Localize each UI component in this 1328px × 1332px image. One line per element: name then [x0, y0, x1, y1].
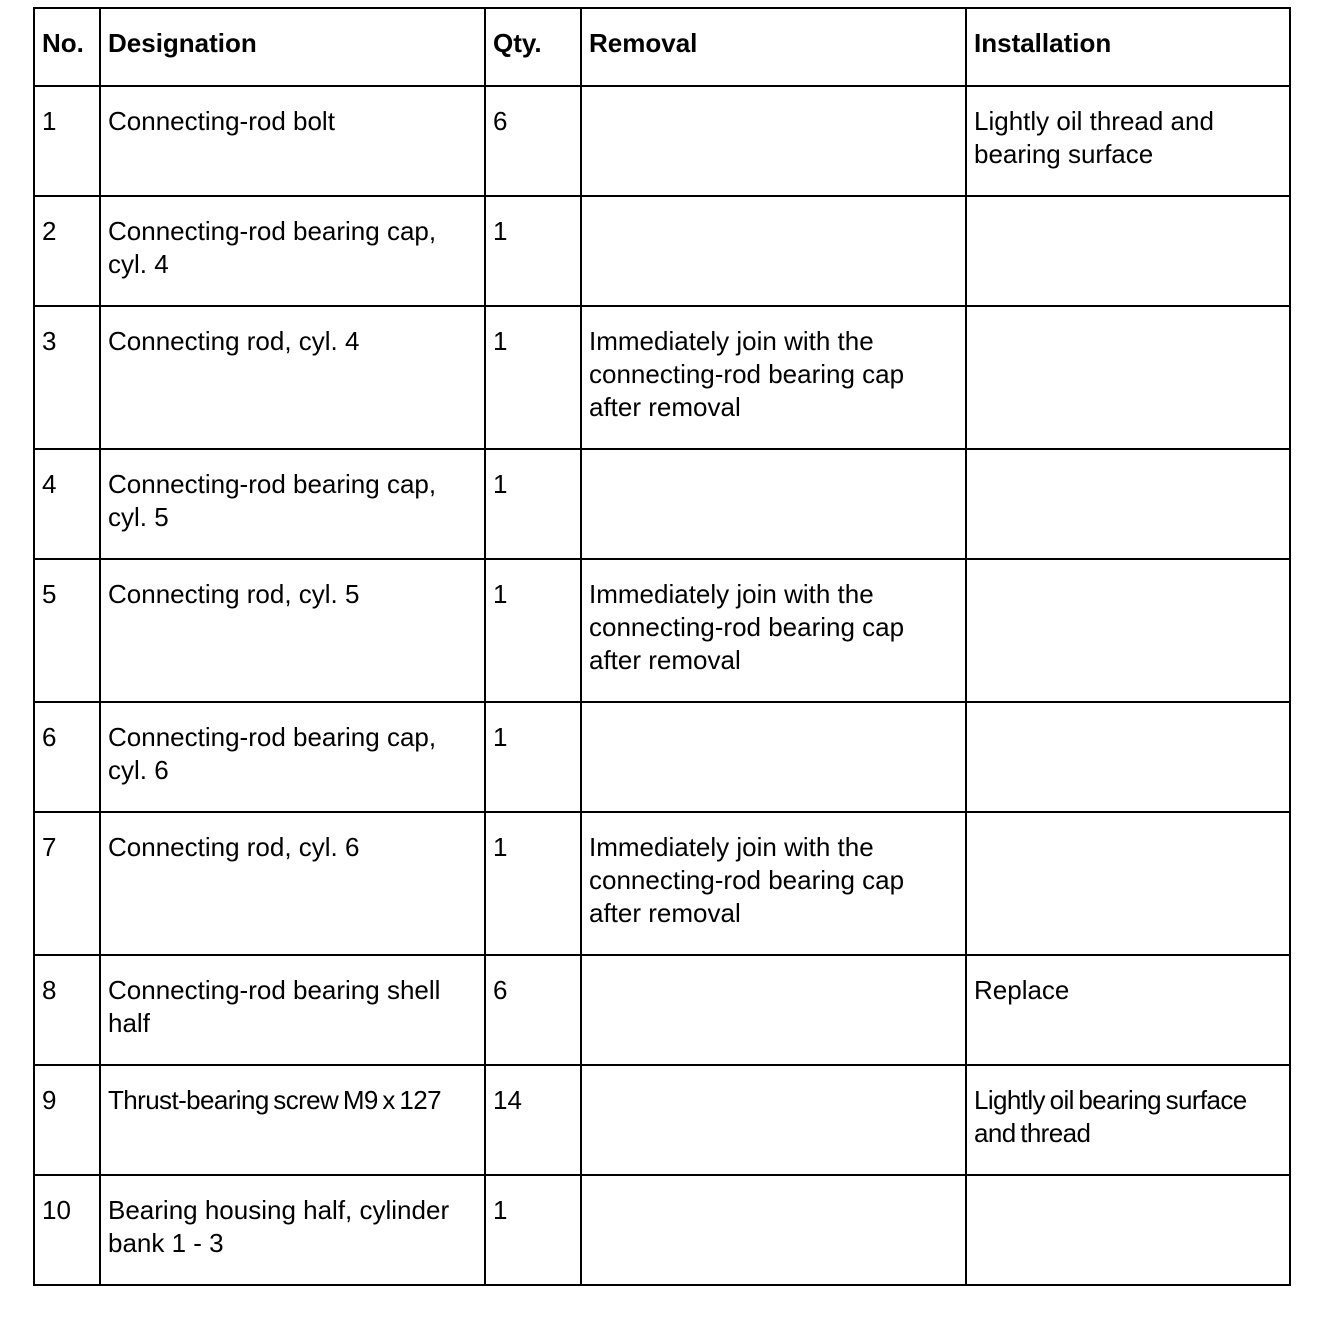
header-no: No.	[34, 8, 100, 86]
cell-removal	[581, 86, 966, 196]
table-row	[34, 86, 1290, 196]
table-row	[34, 449, 1290, 559]
table-row	[34, 559, 1290, 702]
cell-no: 1	[34, 86, 100, 196]
cell-removal	[581, 196, 966, 306]
header-qty: Qty.	[485, 8, 581, 86]
cell-removal	[581, 1065, 966, 1175]
cell-no: 5	[34, 559, 100, 702]
cell-installation	[966, 1175, 1290, 1285]
cell-removal	[581, 449, 966, 559]
header-installation: Installation	[966, 8, 1290, 86]
header-removal: Removal	[581, 8, 966, 86]
cell-qty: 1	[485, 702, 581, 812]
cell-designation: Connecting-rod bearing cap, cyl. 5	[100, 449, 485, 559]
cell-no: 10	[34, 1175, 100, 1285]
cell-no: 7	[34, 812, 100, 955]
cell-installation: Lightly oil thread and bearing surface	[966, 86, 1290, 196]
cell-qty: 1	[485, 196, 581, 306]
cell-no: 3	[34, 306, 100, 449]
cell-qty: 6	[485, 86, 581, 196]
cell-removal: Immediately join with the connecting-rod bearing cap after removal	[581, 559, 966, 702]
table-header-row	[34, 8, 1290, 86]
cell-designation: Connecting-rod bolt	[100, 86, 485, 196]
cell-no: 4	[34, 449, 100, 559]
cell-installation	[966, 702, 1290, 812]
cell-removal	[581, 1175, 966, 1285]
table-row	[34, 702, 1290, 812]
cell-removal: Immediately join with the connecting-rod bearing cap after removal	[581, 306, 966, 449]
cell-installation	[966, 306, 1290, 449]
cell-no: 9	[34, 1065, 100, 1175]
cell-designation: Connecting-rod bearing shell half	[100, 955, 485, 1065]
table-row	[34, 1175, 1290, 1285]
header-designation: Designation	[100, 8, 485, 86]
cell-removal	[581, 955, 966, 1065]
table-row	[34, 955, 1290, 1065]
table-row	[34, 1065, 1290, 1175]
cell-removal: Immediately join with the connecting-rod bearing cap after removal	[581, 812, 966, 955]
cell-designation: Connecting-rod bearing cap, cyl. 6	[100, 702, 485, 812]
cell-installation: Replace	[966, 955, 1290, 1065]
cell-designation: Bearing housing half, cylinder bank 1 - 3	[100, 1175, 485, 1285]
cell-qty: 1	[485, 306, 581, 449]
table-row	[34, 196, 1290, 306]
cell-installation: Lightly oil bearing surface and thread	[966, 1065, 1290, 1175]
cell-designation: Connecting rod, cyl. 5	[100, 559, 485, 702]
cell-qty: 1	[485, 559, 581, 702]
cell-installation	[966, 449, 1290, 559]
cell-no: 8	[34, 955, 100, 1065]
cell-no: 2	[34, 196, 100, 306]
cell-designation: Connecting rod, cyl. 6	[100, 812, 485, 955]
parts-table	[33, 7, 1291, 1286]
cell-installation	[966, 812, 1290, 955]
table-row	[34, 306, 1290, 449]
cell-qty: 1	[485, 1175, 581, 1285]
cell-removal	[581, 702, 966, 812]
cell-qty: 1	[485, 449, 581, 559]
cell-qty: 6	[485, 955, 581, 1065]
cell-designation: Connecting rod, cyl. 4	[100, 306, 485, 449]
cell-installation	[966, 559, 1290, 702]
cell-designation: Thrust-bearing screw M9 x 127	[100, 1065, 485, 1175]
table-row	[34, 812, 1290, 955]
cell-installation	[966, 196, 1290, 306]
cell-designation: Connecting-rod bearing cap, cyl. 4	[100, 196, 485, 306]
cell-qty: 14	[485, 1065, 581, 1175]
cell-no: 6	[34, 702, 100, 812]
cell-qty: 1	[485, 812, 581, 955]
